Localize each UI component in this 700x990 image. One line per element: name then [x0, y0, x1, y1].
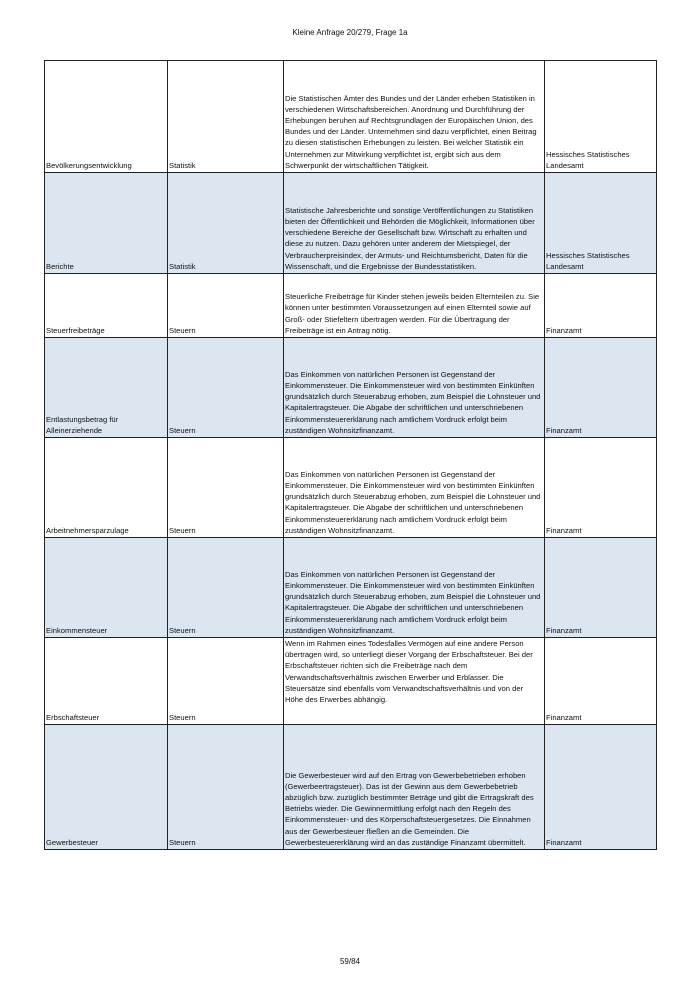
row-category: Steuern: [168, 725, 284, 850]
row-description: Wenn im Rahmen eines Todesfalles Vermögen auf eine andere Person übertragen wird, so unterliegt dieser Vorgang der Erbschaftsteuer. Bei der Erbschaftsteuer richten sich die Freibeträge nach dem Verwandtschaftsverhältnis zwischen Erwerber und Erblasser. Die Steuersätze sind ebenfalls vom Verwandtschaftsverhältnis und von der Höhe des Erwerbes abhängig.: [284, 638, 545, 725]
table-row: [45, 274, 657, 338]
row-category: Steuern: [168, 338, 284, 438]
row-authority: Finanzamt: [545, 338, 657, 438]
row-authority: Finanzamt: [545, 274, 657, 338]
row-category: Statistik: [168, 173, 284, 274]
row-category: Statistik: [168, 61, 284, 173]
table-row: [45, 725, 657, 850]
row-name: Entlastungsbetrag für Alleinerziehende: [45, 338, 168, 438]
page-number: 59/84: [339, 957, 361, 966]
row-description: Die Gewerbesteuer wird auf den Ertrag von Gewerbebetrieben erhoben (Gewerbeertragsteuer). Das ist der Gewinn aus dem Gewerbebetrieb abzüglich bzw. zuzüglich bestimmter Beträge und gibt die Ertragskraft des Betriebs wieder. Die Gewinnermittlung erfolgt nach den Regeln des Einkommensteuer- und des Körperschaftsteuergesetzes. Die Einnahmen aus der Gewerbesteuer fließen an die Gemeinden. Die Gewerbesteuererklärung wird an das zuständige Finanzamt übermittelt.: [284, 725, 545, 850]
row-description: Statistische Jahresberichte und sonstige Veröffentlichungen zu Statistiken bieten der Öffentlichkeit und Behörden die Möglichkeit, Informationen über verschiedene Bereiche der Gesellschaft bzw. Wirtschaft zu erhalten und diese zu nutzen. Dazu gehören unter anderem der Mietspiegel, der Verbraucherpreisindex, der Armuts- und Reichtumsbericht, Daten für die Wissenschaft, und die Ergebnisse der Bundesstatistiken.: [284, 173, 545, 274]
table-row: [45, 638, 657, 725]
row-description: Steuerliche Freibeträge für Kinder stehen jeweils beiden Elternteilen zu. Sie können unter bestimmten Voraussetzungen auf einen Elternteil sowie auf Groß- oder Stiefeltern übertragen werden. Für die Übertragung der Freibeträge ist ein Antrag nötig.: [284, 274, 545, 338]
row-category: Steuern: [168, 538, 284, 638]
row-authority: Finanzamt: [545, 438, 657, 538]
row-name: Einkommensteuer: [45, 538, 168, 638]
services-table: [44, 60, 657, 850]
row-description: Die Statistischen Ämter des Bundes und der Länder erheben Statistiken in verschiedenen Wirtschaftsbereichen. Anordnung und Durchführung der Erhebungen beruhen auf Rechtsgrundlagen der Europäischen Union, des Bundes und der Länder. Unternehmen sind dazu verpflichtet, einen Beitrag zu diesen statistischen Erhebungen zu leisten. Bei welcher Statistik ein Unternehmen zur Mitwirkung verpflichtet ist, ergibt sich aus dem Schwerpunkt der wirtschaftlichen Tätigkeit.: [284, 61, 545, 173]
table-row: [45, 61, 657, 173]
row-name: Steuerfreibeträge: [45, 274, 168, 338]
row-authority: Hessisches Statistisches Landesamt: [545, 61, 657, 173]
row-name: Arbeitnehmersparzulage: [45, 438, 168, 538]
row-authority: Finanzamt: [545, 638, 657, 725]
page-header: Kleine Anfrage 20/279, Frage 1a: [292, 28, 408, 37]
row-name: Bevölkerungsentwicklung: [45, 61, 168, 173]
row-description: Das Einkommen von natürlichen Personen ist Gegenstand der Einkommensteuer. Die Einkommensteuer wird von bestimmten Einkünften grundsätzlich durch Steuerabzug erhoben, zum Beispiel die Lohnsteuer und Kapitalertragsteuer. Die Abgabe der schriftlichen und unterschriebenen Einkommensteuererklärung nach amtlichem Vordruck erfolgt beim zuständigen Wohnsitzfinanzamt.: [284, 338, 545, 438]
row-authority: Hessisches Statistisches Landesamt: [545, 173, 657, 274]
row-authority: Finanzamt: [545, 538, 657, 638]
row-description: Das Einkommen von natürlichen Personen ist Gegenstand der Einkommensteuer. Die Einkommensteuer wird von bestimmten Einkünften grundsätzlich durch Steuerabzug erhoben, zum Beispiel die Lohnsteuer und Kapitalertragsteuer. Die Abgabe der schriftlichen und unterschriebenen Einkommensteuererklärung nach amtlichem Vordruck erfolgt beim zuständigen Wohnsitzfinanzamt.: [284, 538, 545, 638]
row-category: Steuern: [168, 274, 284, 338]
row-category: Steuern: [168, 638, 284, 725]
table-row: [45, 173, 657, 274]
row-name: Erbschaftsteuer: [45, 638, 168, 725]
row-name: Gewerbesteuer: [45, 725, 168, 850]
row-name: Berichte: [45, 173, 168, 274]
table-row: [45, 338, 657, 438]
table-row: [45, 438, 657, 538]
row-description: Das Einkommen von natürlichen Personen ist Gegenstand der Einkommensteuer. Die Einkommensteuer wird von bestimmten Einkünften grundsätzlich durch Steuerabzug erhoben, zum Beispiel die Lohnsteuer und Kapitalertragsteuer. Die Abgabe der schriftlichen und unterschriebenen Einkommensteuererklärung nach amtlichem Vordruck erfolgt beim zuständigen Wohnsitzfinanzamt.: [284, 438, 545, 538]
row-authority: Finanzamt: [545, 725, 657, 850]
table-row: [45, 538, 657, 638]
row-category: Steuern: [168, 438, 284, 538]
